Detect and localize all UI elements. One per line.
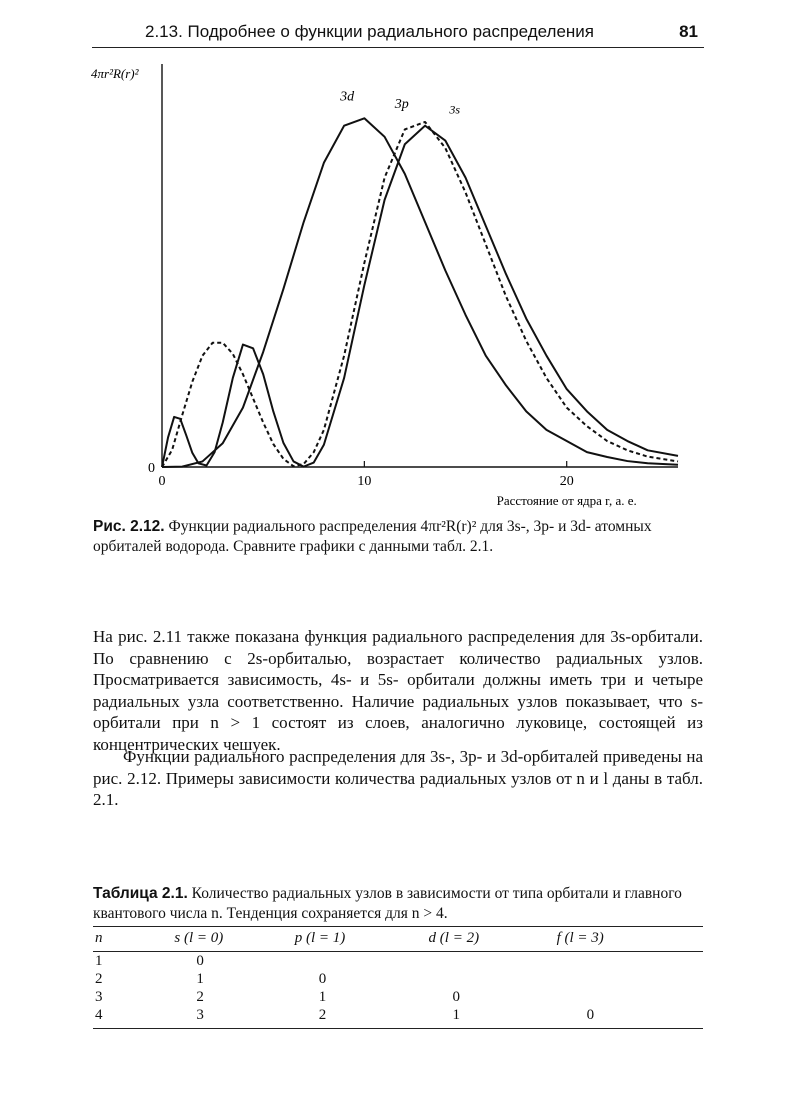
body-paragraph-1: На рис. 2.11 также показана функция радиального распределения для 3s-орбитали. По сравнению с 2s-орбиталью, возрастает количество радиальных узлов. Просматривается зависимость, 4s- и 5s- орбитали должны иметь три и четыре радиальных узла соответственно. Наличие радиальных узлов показывает, что s-орбитали при n > 1 состоят из слоев, аналогично луковице, состоящей из концентрических чешуек. [93, 627, 703, 754]
table-header-cell: n [93, 927, 174, 952]
table-cell: 0 [557, 1006, 703, 1029]
figure-caption [93, 517, 703, 557]
x-tick-label: 10 [357, 474, 372, 489]
curve-label-3d: 3d [340, 89, 355, 105]
x-tick-label: 0 [158, 474, 166, 489]
table-cell: 2 [95, 971, 103, 987]
table-cell: 4 [93, 1006, 174, 1029]
table-cell: 0 [452, 989, 461, 1005]
table-cell [295, 952, 429, 971]
series-line-3d [162, 118, 678, 467]
table-row [93, 1006, 703, 1029]
table-cell: 3 [95, 989, 103, 1005]
curve-label-3s: 3s [449, 102, 461, 117]
table-cell: 0 [196, 953, 204, 969]
table-cell: 2 [196, 989, 204, 1005]
body-paragraph-2: Функции радиального распределения для 3s-, 3p- и 3d-орбиталей приведены на рис. 2.12. Примеры зависимости количества радиальных узлов от n и l даны в табл. 2.1. [93, 747, 703, 809]
table-caption-text: Количество радиальных узлов в зависимости от типа орбитали и главного квантового числа n. Тенденция сохраняется для n > 4. [93, 885, 682, 922]
table-cell: 3 [174, 1006, 294, 1029]
figure-caption-text: Функции радиального распределения 4πr²R(r)² для 3s-, 3p- и 3d- атомных орбиталей водорода. Сравните графики с данными табл. 2.1. [93, 518, 652, 555]
table-cell: 1 [95, 953, 103, 969]
y-axis-label: 4πr²R(r)² [91, 66, 139, 81]
table-cell: 2 [295, 1006, 429, 1029]
table-header-cell: d (l = 2) [429, 927, 557, 952]
chart-series [162, 118, 678, 467]
table-header-cell: f (l = 3) [557, 927, 703, 952]
curve-label-3p: 3p [394, 96, 409, 112]
table-row [93, 952, 703, 971]
table-cell [429, 970, 557, 988]
running-head-title: 2.13. Подробнее о функции радиального распределения [145, 22, 594, 41]
table-row [93, 988, 703, 1006]
table-header-cell: s (l = 0) [174, 927, 294, 952]
page-number: 81 [679, 22, 698, 41]
table-cell: 1 [429, 1006, 557, 1029]
y-tick-label: 0 [148, 461, 155, 476]
x-tick-label: 20 [559, 474, 574, 489]
x-axis-label: Расстояние от ядра r, а. е. [496, 493, 637, 508]
table-cell: 0 [318, 971, 327, 987]
figure-caption-label: Рис. 2.12. [93, 518, 165, 535]
table-caption [93, 884, 703, 924]
header-rule [92, 47, 704, 48]
table-caption-label: Таблица 2.1. [93, 885, 188, 902]
table-cell: 1 [196, 971, 204, 987]
running-head [145, 22, 700, 46]
table-cell [557, 988, 703, 1006]
table-row [93, 970, 703, 988]
radial-distribution-chart [85, 62, 695, 512]
table-cell [429, 952, 557, 971]
radial-nodes-table [93, 926, 703, 1029]
table-cell [557, 952, 703, 971]
table-header-cell: p (l = 1) [295, 927, 429, 952]
table-header-row [93, 927, 703, 952]
table-cell [557, 970, 703, 988]
table-cell: 1 [318, 989, 327, 1005]
